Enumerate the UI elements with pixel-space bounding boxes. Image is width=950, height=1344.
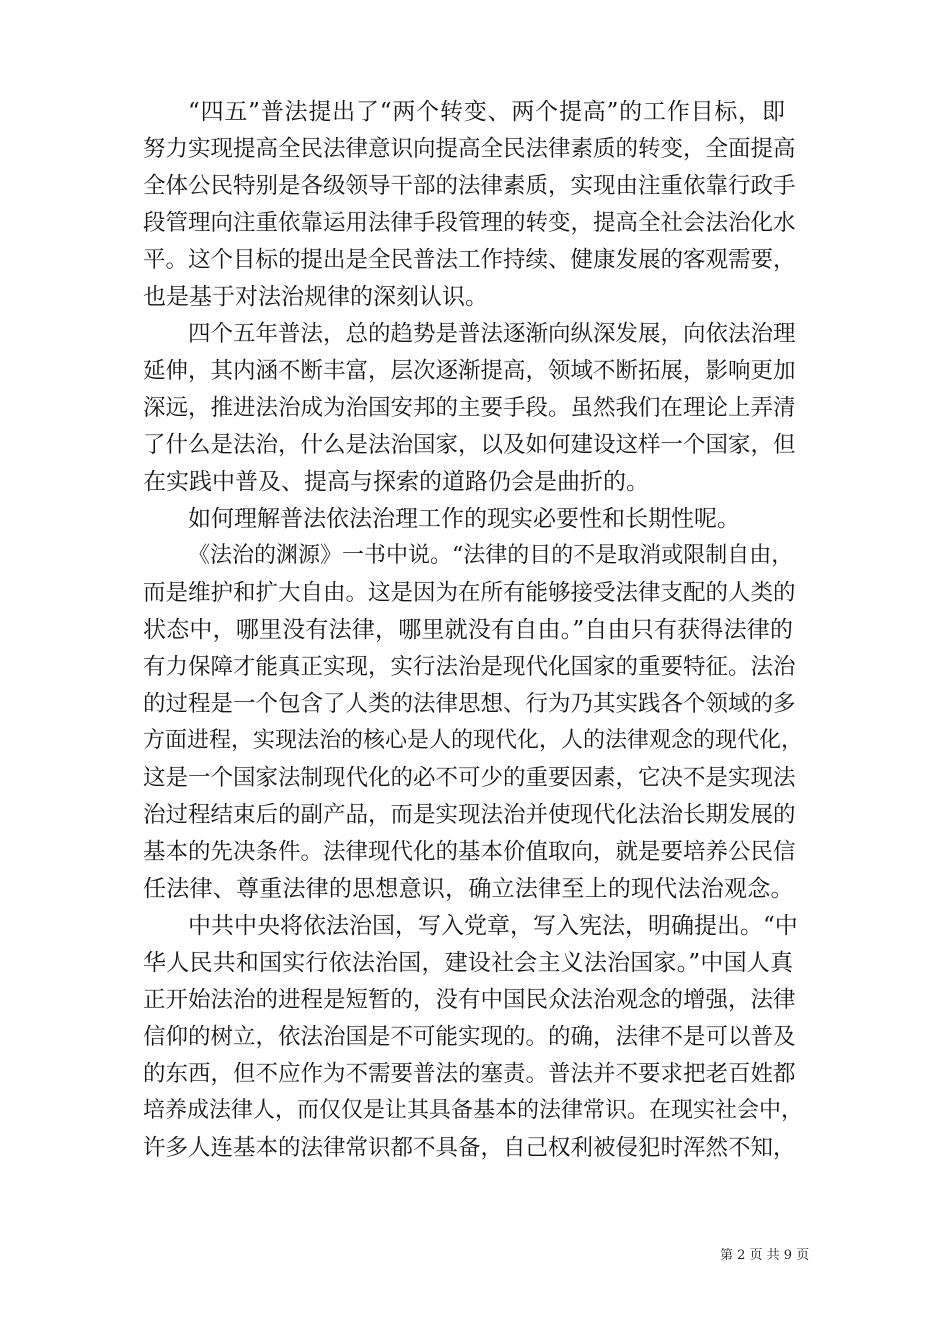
- text-line-14: 而是维护和扩大自由。这是因为在所有能够接受法律支配的人类的: [143, 580, 796, 606]
- text-line-21: 基本的先决条件。法律现代化的基本价值取向，就是要培养公民信: [143, 839, 796, 865]
- text-line-18: 方面进程，实现法治的核心是人的现代化，人的法律观念的现代化，: [143, 728, 804, 753]
- text-line-9: 深远，推进法治成为治国安邦的主要手段。虽然我们在理论上弄清: [143, 395, 796, 421]
- text-line-5: 平。这个目标的提出是全民普法工作持续、健康发展的客观需要，: [143, 247, 796, 273]
- text-line-20: 治过程结束后的副产品，而是实现法治并使现代化法治长期发展的: [143, 802, 796, 828]
- text-line-6: 也是基于对法治规律的深刻认识。: [143, 284, 488, 310]
- text-line-29: 许多人连基本的法律常识都不具备，自己权利被侵犯时浑然不知，: [143, 1135, 796, 1161]
- text-line-26: 信仰的树立，依法治国是不可能实现的。的确，法律不是可以普及: [143, 1024, 796, 1050]
- text-line-4: 段管理向注重依靠运用法律手段管理的转变，提高全社会法治化水: [143, 210, 796, 236]
- text-line-13: 《法治的渊源》一书中说。“法律的目的不是取消或限制自由，: [188, 543, 794, 568]
- text-line-3: 全体公民特别是各级领导干部的法律素质，实现由注重依靠行政手: [143, 173, 796, 199]
- text-line-27: 的东西，但不应作为不需要普法的塞责。普法并不要求把老百姓都: [143, 1061, 796, 1087]
- text-line-15: 状态中，哪里没有法律，哪里就没有自由。”自由只有获得法律的: [143, 617, 794, 643]
- text-line-10: 了什么是法治，什么是法治国家，以及如何建设这样一个国家，但: [143, 432, 796, 458]
- text-line-1: “四五”普法提出了“两个转变、两个提高”的工作目标，即: [188, 99, 786, 125]
- text-line-17: 的过程是一个包含了人类的法律思想、行为乃其实践各个领域的多: [143, 691, 796, 717]
- text-line-28: 培养成法律人，而仅仅是让其具备基本的法律常识。在现实社会中，: [143, 1098, 804, 1123]
- text-line-2: 努力实现提高全民法律意识向提高全民法律素质的转变，全面提高: [143, 136, 796, 162]
- text-line-23: 中共中央将依法治国，写入党章，写入宪法，明确提出。“中: [188, 913, 798, 939]
- text-line-25: 正开始法治的进程是短暂的，没有中国民众法治观念的增强，法律: [143, 987, 796, 1013]
- text-line-16: 有力保障才能真正实现，实行法治是现代化国家的重要特征。法治: [143, 654, 796, 680]
- text-line-19: 这是一个国家法制现代化的必不可少的重要因素，它决不是实现法: [143, 765, 796, 791]
- text-line-22: 任法律、尊重法律的思想意识，确立法律至上的现代法治观念。: [143, 876, 794, 902]
- text-line-8: 延伸，其内涵不断丰富，层次逐渐提高，领域不断拓展，影响更加: [143, 358, 796, 384]
- text-line-7: 四个五年普法，总的趋势是普法逐渐向纵深发展，向依法治理: [188, 321, 796, 347]
- text-line-24: 华人民共和国实行依法治国，建设社会主义法治国家。”中国人真: [143, 950, 794, 976]
- text-line-12: 如何理解普法依法治理工作的现实必要性和长期性呢。: [188, 506, 740, 532]
- page-footer: 第 2 页 共 9 页: [720, 1248, 810, 1263]
- text-line-11: 在实践中普及、提高与探索的道路仍会是曲折的。: [143, 469, 649, 495]
